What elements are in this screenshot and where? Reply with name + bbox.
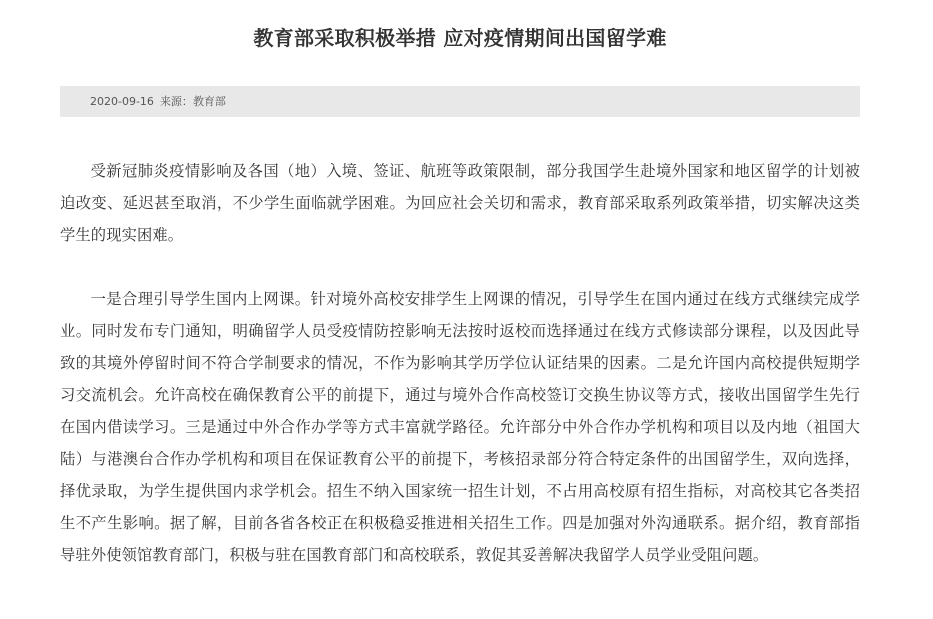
article-paragraph-1: 受新冠肺炎疫情影响及各国（地）入境、签证、航班等政策限制，部分我国学生赴境外国家和地区留学的计划被迫改变、延迟甚至取消，不少学生面临就学困难。为回应社会关切和需求，教育部采取系列政策举措，切实解决这类学生的现实困难。 xyxy=(60,162,860,244)
article-paragraph-2: 一是合理引导学生国内上网课。针对境外高校安排学生上网课的情况，引导学生在国内通过在线方式继续完成学业。同时发布专门通知，明确留学人员受疫情防控影响无法按时返校而选择通过在线方式修读部分课程，以及因此导致的其境外停留时间不符合学制要求的情况，不作为影响其学历学位认证结果的因素。二是允许国内高校提供短期学习交流机会。允许高校在确保教育公平的前提下，通过与境外合作高校签订交换生协议等方式，接收出国留学生先行在国内借读学习。三是通过中外合作办学等方式丰富就学路径。允许部分中外合作办学机构和项目以及内地（祖国大陆）与港澳台合作办学机构和项目在保证教育公平的前提下，考核招录部分符合特定条件的出国留学生，双向选择，择优录取，为学生提供国内求学机会。招生不纳入国家统一招生计划，不占用高校原有招生指标，对高校其它各类招生不产生影响。据了解，目前各省各校正在积极稳妥推进相关招生工作。四是加强对外沟通联系。据介绍，教育部指导驻外使领馆教育部门，积极与驻在国教育部门和高校联系，敦促其妥善解决我留学人员学业受阻问题。 xyxy=(60,290,860,564)
source-name: 教育部 xyxy=(192,95,226,108)
article-title: 教育部采取积极举措 应对疫情期间出国留学难 xyxy=(253,26,667,50)
publish-date: 2020-09-16 xyxy=(90,95,154,108)
article-meta-bar xyxy=(60,86,860,117)
article xyxy=(60,0,860,571)
source-label: 来源： xyxy=(159,95,193,108)
